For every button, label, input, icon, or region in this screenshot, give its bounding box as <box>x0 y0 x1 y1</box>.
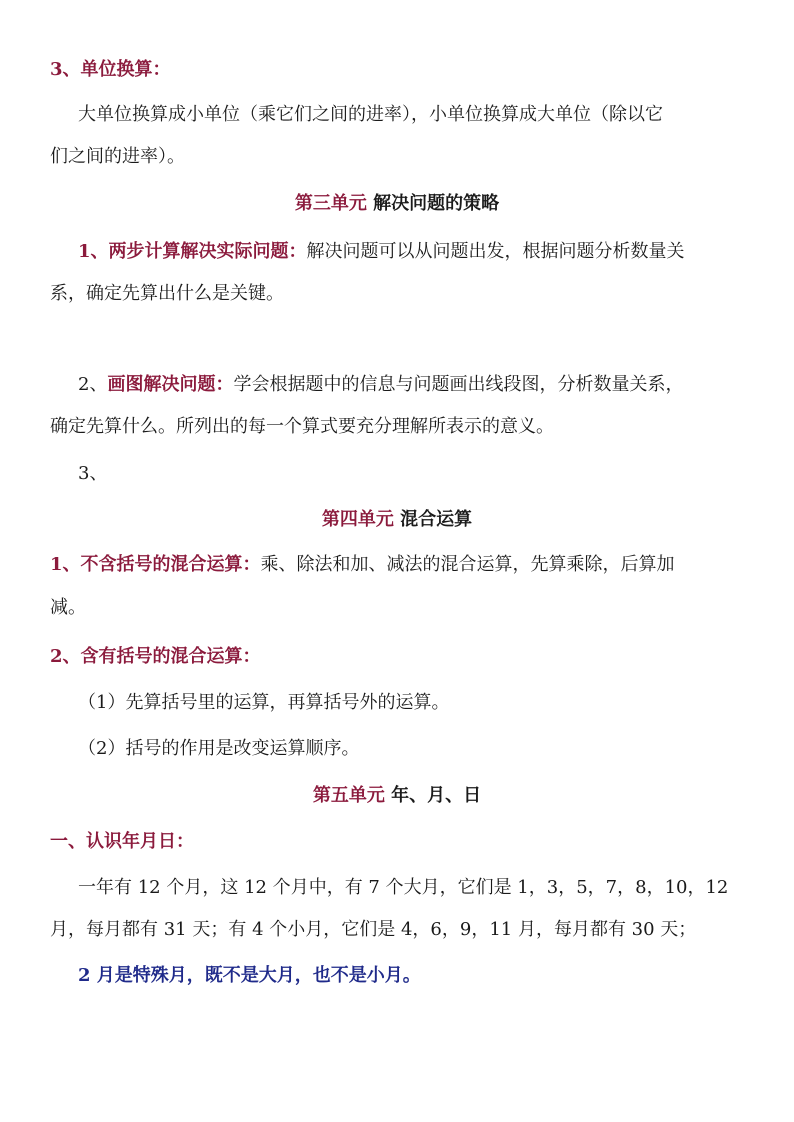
unit3-title <box>0 192 794 216</box>
unit5-item1-highlight: 2 月是特殊月，既不是大月，也不是小月。 <box>78 965 421 986</box>
unit4-item1-text1: 乘、除法和加、减法的混合运算，先算乘除，后算加 <box>260 554 675 575</box>
unit3-title-number: 第三单元 <box>294 193 367 214</box>
unit5-item1-label: 一、认识年月日： <box>50 831 194 852</box>
unit3-item2 <box>78 373 683 397</box>
unit3-item1-text2: 系，确定先算出什么是关键。 <box>50 283 284 304</box>
unit3-item2-label: 画图解决问题： <box>107 374 234 395</box>
unit3-item2-number: 2、 <box>78 374 108 395</box>
unit3-item3: 3、 <box>78 463 108 484</box>
unit5-title-number: 第五单元 <box>312 785 385 806</box>
unit3-item2-text1: 学会根据题中的信息与问题画出线段图，分析数量关系， <box>233 374 684 395</box>
unit3-item1 <box>78 240 685 264</box>
unit4-title <box>0 508 794 532</box>
unit3-item1-label: 1、两步计算解决实际问题： <box>78 241 307 262</box>
unit5-title <box>0 784 794 808</box>
unit4-item1-text2: 减。 <box>50 597 86 618</box>
unit4-item1 <box>50 553 675 577</box>
unit3-item1-text1: 解决问题可以从问题出发，根据问题分析数量关 <box>306 241 685 262</box>
unit4-item2-label: 2、含有括号的混合运算： <box>50 646 261 667</box>
unit5-title-name: 年、月、日 <box>384 785 482 806</box>
unit4-item1-label: 1、不含括号的混合运算： <box>50 554 261 575</box>
unit4-item2-sub1: （1）先算括号里的运算，再算括号外的运算。 <box>78 692 450 713</box>
unit4-title-name: 混合运算 <box>393 509 473 530</box>
unit-conversion-text-line1: 大单位换算成小单位（乘它们之间的进率），小单位换算成大单位（除以它 <box>78 104 663 125</box>
unit5-item1-text2: 月，每月都有 31 天；有 4 个小月，它们是 4，6，9，11 月，每月都有 30 天； <box>50 919 697 940</box>
unit4-title-number: 第四单元 <box>321 509 394 530</box>
unit3-title-name: 解决问题的策略 <box>366 193 500 214</box>
unit-conversion-heading: 3、单位换算： <box>50 59 171 80</box>
unit3-item2-text2: 确定先算什么。所列出的每一个算式要充分理解所表示的意义。 <box>50 416 554 437</box>
unit4-item2-sub2: （2）括号的作用是改变运算顺序。 <box>78 738 360 759</box>
unit5-item1-text1: 一年有 12 个月，这 12 个月中，有 7 个大月，它们是 1，3，5，7，8，10，12 <box>78 877 729 898</box>
unit-conversion-text-line2: 们之间的进率）。 <box>50 146 185 167</box>
